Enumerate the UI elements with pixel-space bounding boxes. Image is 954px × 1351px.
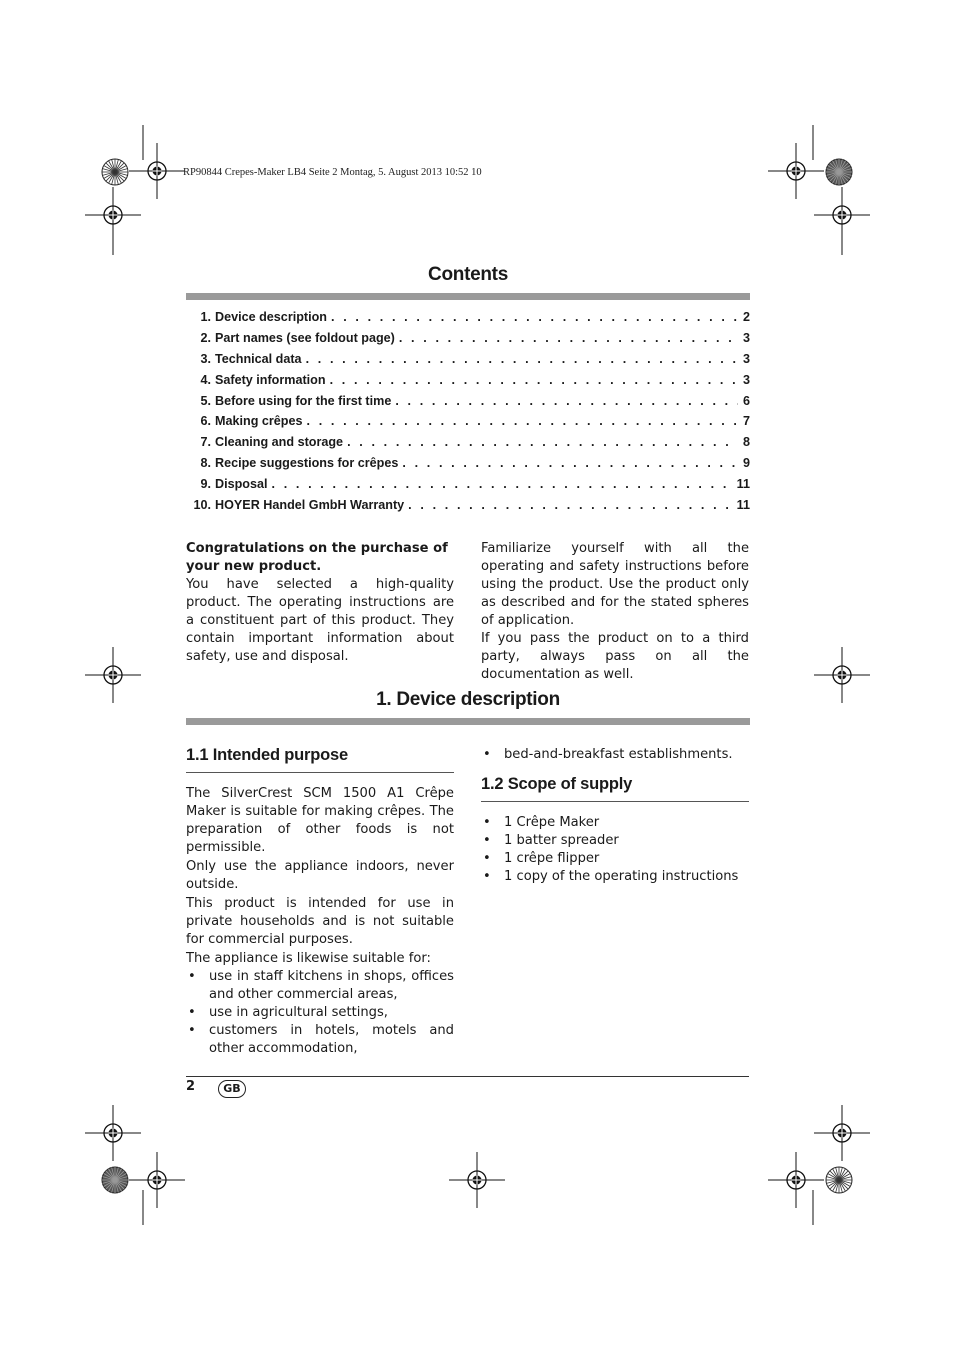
intended-paragraph-3: This product is intended for use in private households and is not suitable for commercial purposes.: [186, 896, 454, 947]
registration-mark-icon: [85, 187, 141, 243]
print-info-header: RP90844 Crepes-Maker LB4 Seite 2 Montag, 5. August 2013 10:52 10: [183, 167, 482, 178]
scope-of-supply-list: [481, 814, 749, 886]
toc-entry[interactable]: 3. Technical data . . . 3: [186, 352, 750, 373]
registration-mark-icon: [814, 647, 870, 703]
color-wheel-mark-icon: [102, 159, 128, 185]
section-divider-bar: [186, 718, 750, 725]
intro-right-paragraph-1: Familiarize yourself with all the operating and safety instructions before using the product. Use the product only as described and for the stated spheres of application.: [481, 541, 749, 628]
intended-paragraph-1: The SilverCrest SCM 1500 A1 Crêpe Maker is suitable for making crêpes. The preparation of other foods is not permissible.: [186, 786, 454, 855]
intro-left-column: [186, 540, 454, 666]
section-title-device-description: 1. Device description: [376, 689, 560, 710]
scope-of-supply-body: [481, 814, 749, 886]
registration-mark-icon: [814, 1105, 870, 1161]
language-badge: GB: [218, 1080, 246, 1098]
toc-entry[interactable]: 1. Device description . . . 2: [186, 310, 750, 331]
intro-lead: Congratulations on the purchase of your new product.: [186, 541, 448, 574]
intended-paragraph-2: Only use the appliance indoors, never outside.: [186, 859, 454, 892]
color-wheel-mark-icon: [102, 1167, 128, 1193]
intro-right-paragraph-2: If you pass the product on to a third party, always pass on all the documentation as well.: [481, 631, 749, 682]
list-item: • bed-and-breakfast establishments.: [481, 746, 749, 764]
registration-mark-icon: [449, 1152, 505, 1208]
registration-mark-icon: [129, 143, 185, 199]
toc-entry[interactable]: 9. Disposal . . . 11: [186, 477, 750, 498]
toc-entry[interactable]: 8. Recipe suggestions for crêpes . . . 9: [186, 456, 750, 477]
list-item: • 1 Crêpe Maker: [481, 814, 749, 832]
intended-purpose-body: [186, 785, 454, 1058]
registration-mark-icon: [129, 1152, 185, 1208]
footer-rule: [186, 1076, 749, 1077]
list-item: • 1 crêpe flipper: [481, 850, 749, 868]
table-of-contents: [186, 310, 750, 519]
intro-left-text: You have selected a high-quality product. The operating instructions are a constituent part of this product. They contain important information about safety, use and disposal.: [186, 577, 454, 664]
heading-underline: [481, 801, 749, 802]
registration-mark-icon: [814, 187, 870, 243]
intro-right-column: [481, 540, 749, 684]
list-item: • 1 copy of the operating instructions: [481, 868, 749, 886]
toc-entry[interactable]: 7. Cleaning and storage . . . 8: [186, 435, 750, 456]
heading-scope-of-supply: 1.2 Scope of supply: [481, 775, 633, 793]
toc-entry[interactable]: 4. Safety information . . . 3: [186, 373, 750, 394]
registration-mark-icon: [85, 647, 141, 703]
toc-entry[interactable]: 6. Making crêpes . . . 7: [186, 414, 750, 435]
contents-title: Contents: [428, 264, 508, 285]
heading-intended-purpose: 1.1 Intended purpose: [186, 746, 348, 764]
registration-mark-icon: [768, 143, 824, 199]
color-wheel-mark-icon: [826, 159, 852, 185]
intended-paragraph-4: The appliance is likewise suitable for:: [186, 951, 431, 966]
page-number: 2: [186, 1079, 196, 1094]
list-item: • use in agricultural settings,: [186, 1004, 454, 1022]
toc-entry[interactable]: 10. HOYER Handel GmbH Warranty . . . 11: [186, 498, 750, 519]
suitable-for-list: [186, 968, 454, 1058]
contents-divider-bar: [186, 293, 750, 300]
suitable-for-list-continued: [481, 746, 749, 764]
toc-entry[interactable]: 2. Part names (see foldout page) . . . 3: [186, 331, 750, 352]
registration-mark-icon: [768, 1152, 824, 1208]
color-wheel-mark-icon: [826, 1167, 852, 1193]
list-item: • use in staff kitchens in shops, offices and other commercial areas,: [186, 968, 454, 1004]
heading-underline: [186, 772, 454, 773]
list-item: • customers in hotels, motels and other accommodation,: [186, 1022, 454, 1058]
registration-mark-icon: [85, 1105, 141, 1161]
toc-entry[interactable]: 5. Before using for the first time . . . 6: [186, 394, 750, 415]
list-item: • 1 batter spreader: [481, 832, 749, 850]
